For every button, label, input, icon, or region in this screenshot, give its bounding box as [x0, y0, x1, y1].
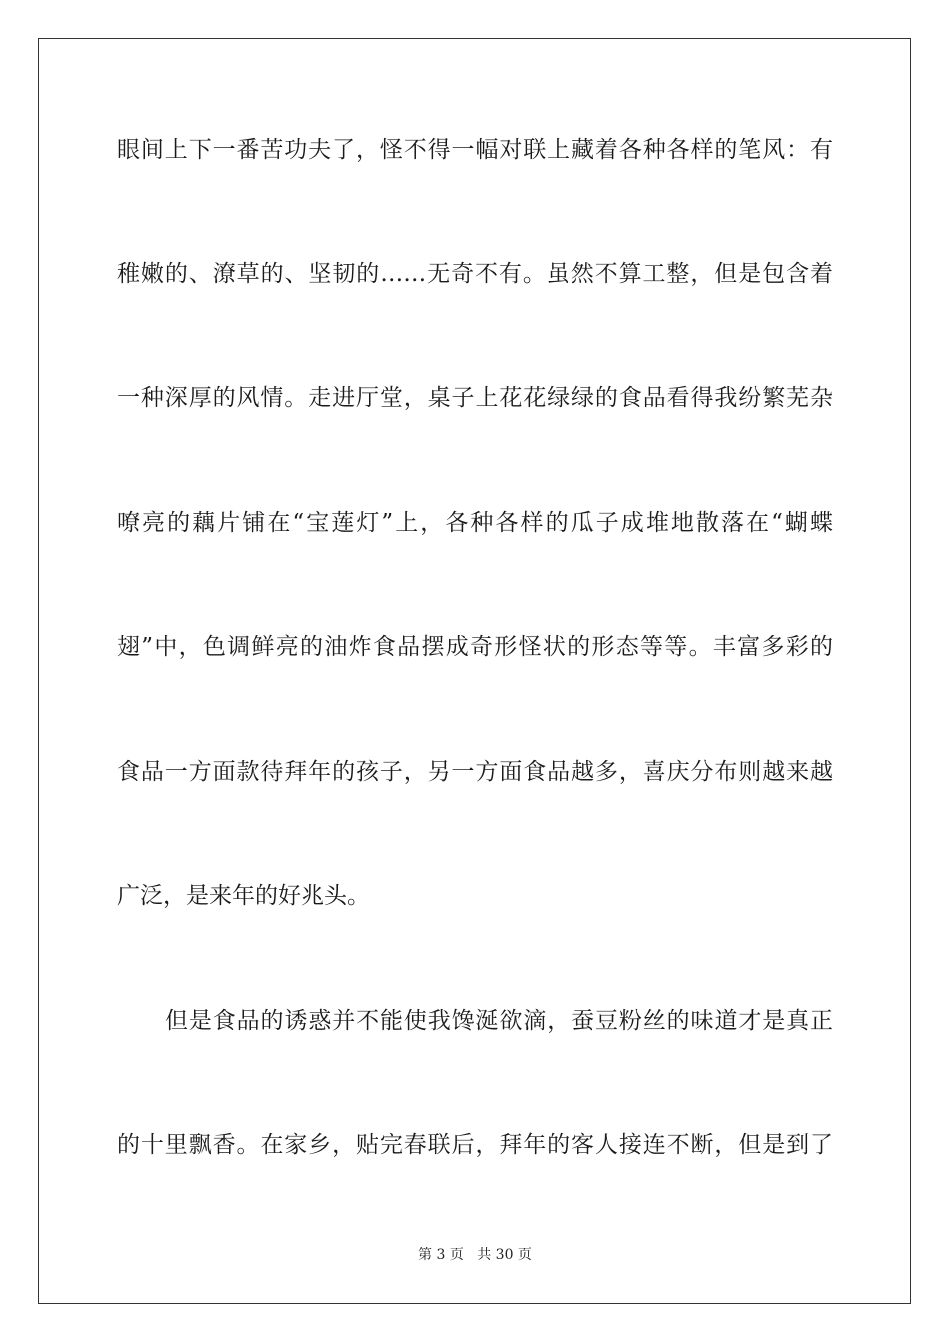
page-footer	[0, 1246, 950, 1264]
text-line-8: 但是食品的诱惑并不能使我馋涎欲滴，蚕豆粉丝的味道才是真正	[165, 1008, 833, 1034]
text-line-9: 的十里飘香。在家乡，贴完春联后，拜年的客人接连不断，但是到了	[117, 1132, 833, 1158]
page-total: 共 30 页	[477, 1247, 532, 1263]
text-line-6: 食品一方面款待拜年的孩子，另一方面食品越多，喜庆分布则越来越	[117, 759, 833, 785]
text-line-1: 眼间上下一番苦功夫了，怪不得一幅对联上藏着各种各样的笔风：有	[117, 137, 833, 163]
text-line-7: 广泛，是来年的好兆头。	[117, 883, 370, 909]
text-line-4: 嘹亮的藕片铺在“宝莲灯”上，各种各样的瓜子成堆地散落在“蝴蝶	[117, 510, 833, 536]
text-line-2: 稚嫩的、潦草的、坚韧的……无奇不有。虽然不算工整，但是包含着	[117, 261, 833, 287]
page-number: 第 3 页	[418, 1247, 464, 1263]
text-line-3: 一种深厚的风情。走进厅堂，桌子上花花绿绿的食品看得我纷繁芜杂	[117, 385, 833, 411]
page-border	[38, 38, 911, 1304]
text-line-5: 翅”中，色调鲜亮的油炸食品摆成奇形怪状的形态等等。丰富多彩的	[117, 634, 833, 660]
